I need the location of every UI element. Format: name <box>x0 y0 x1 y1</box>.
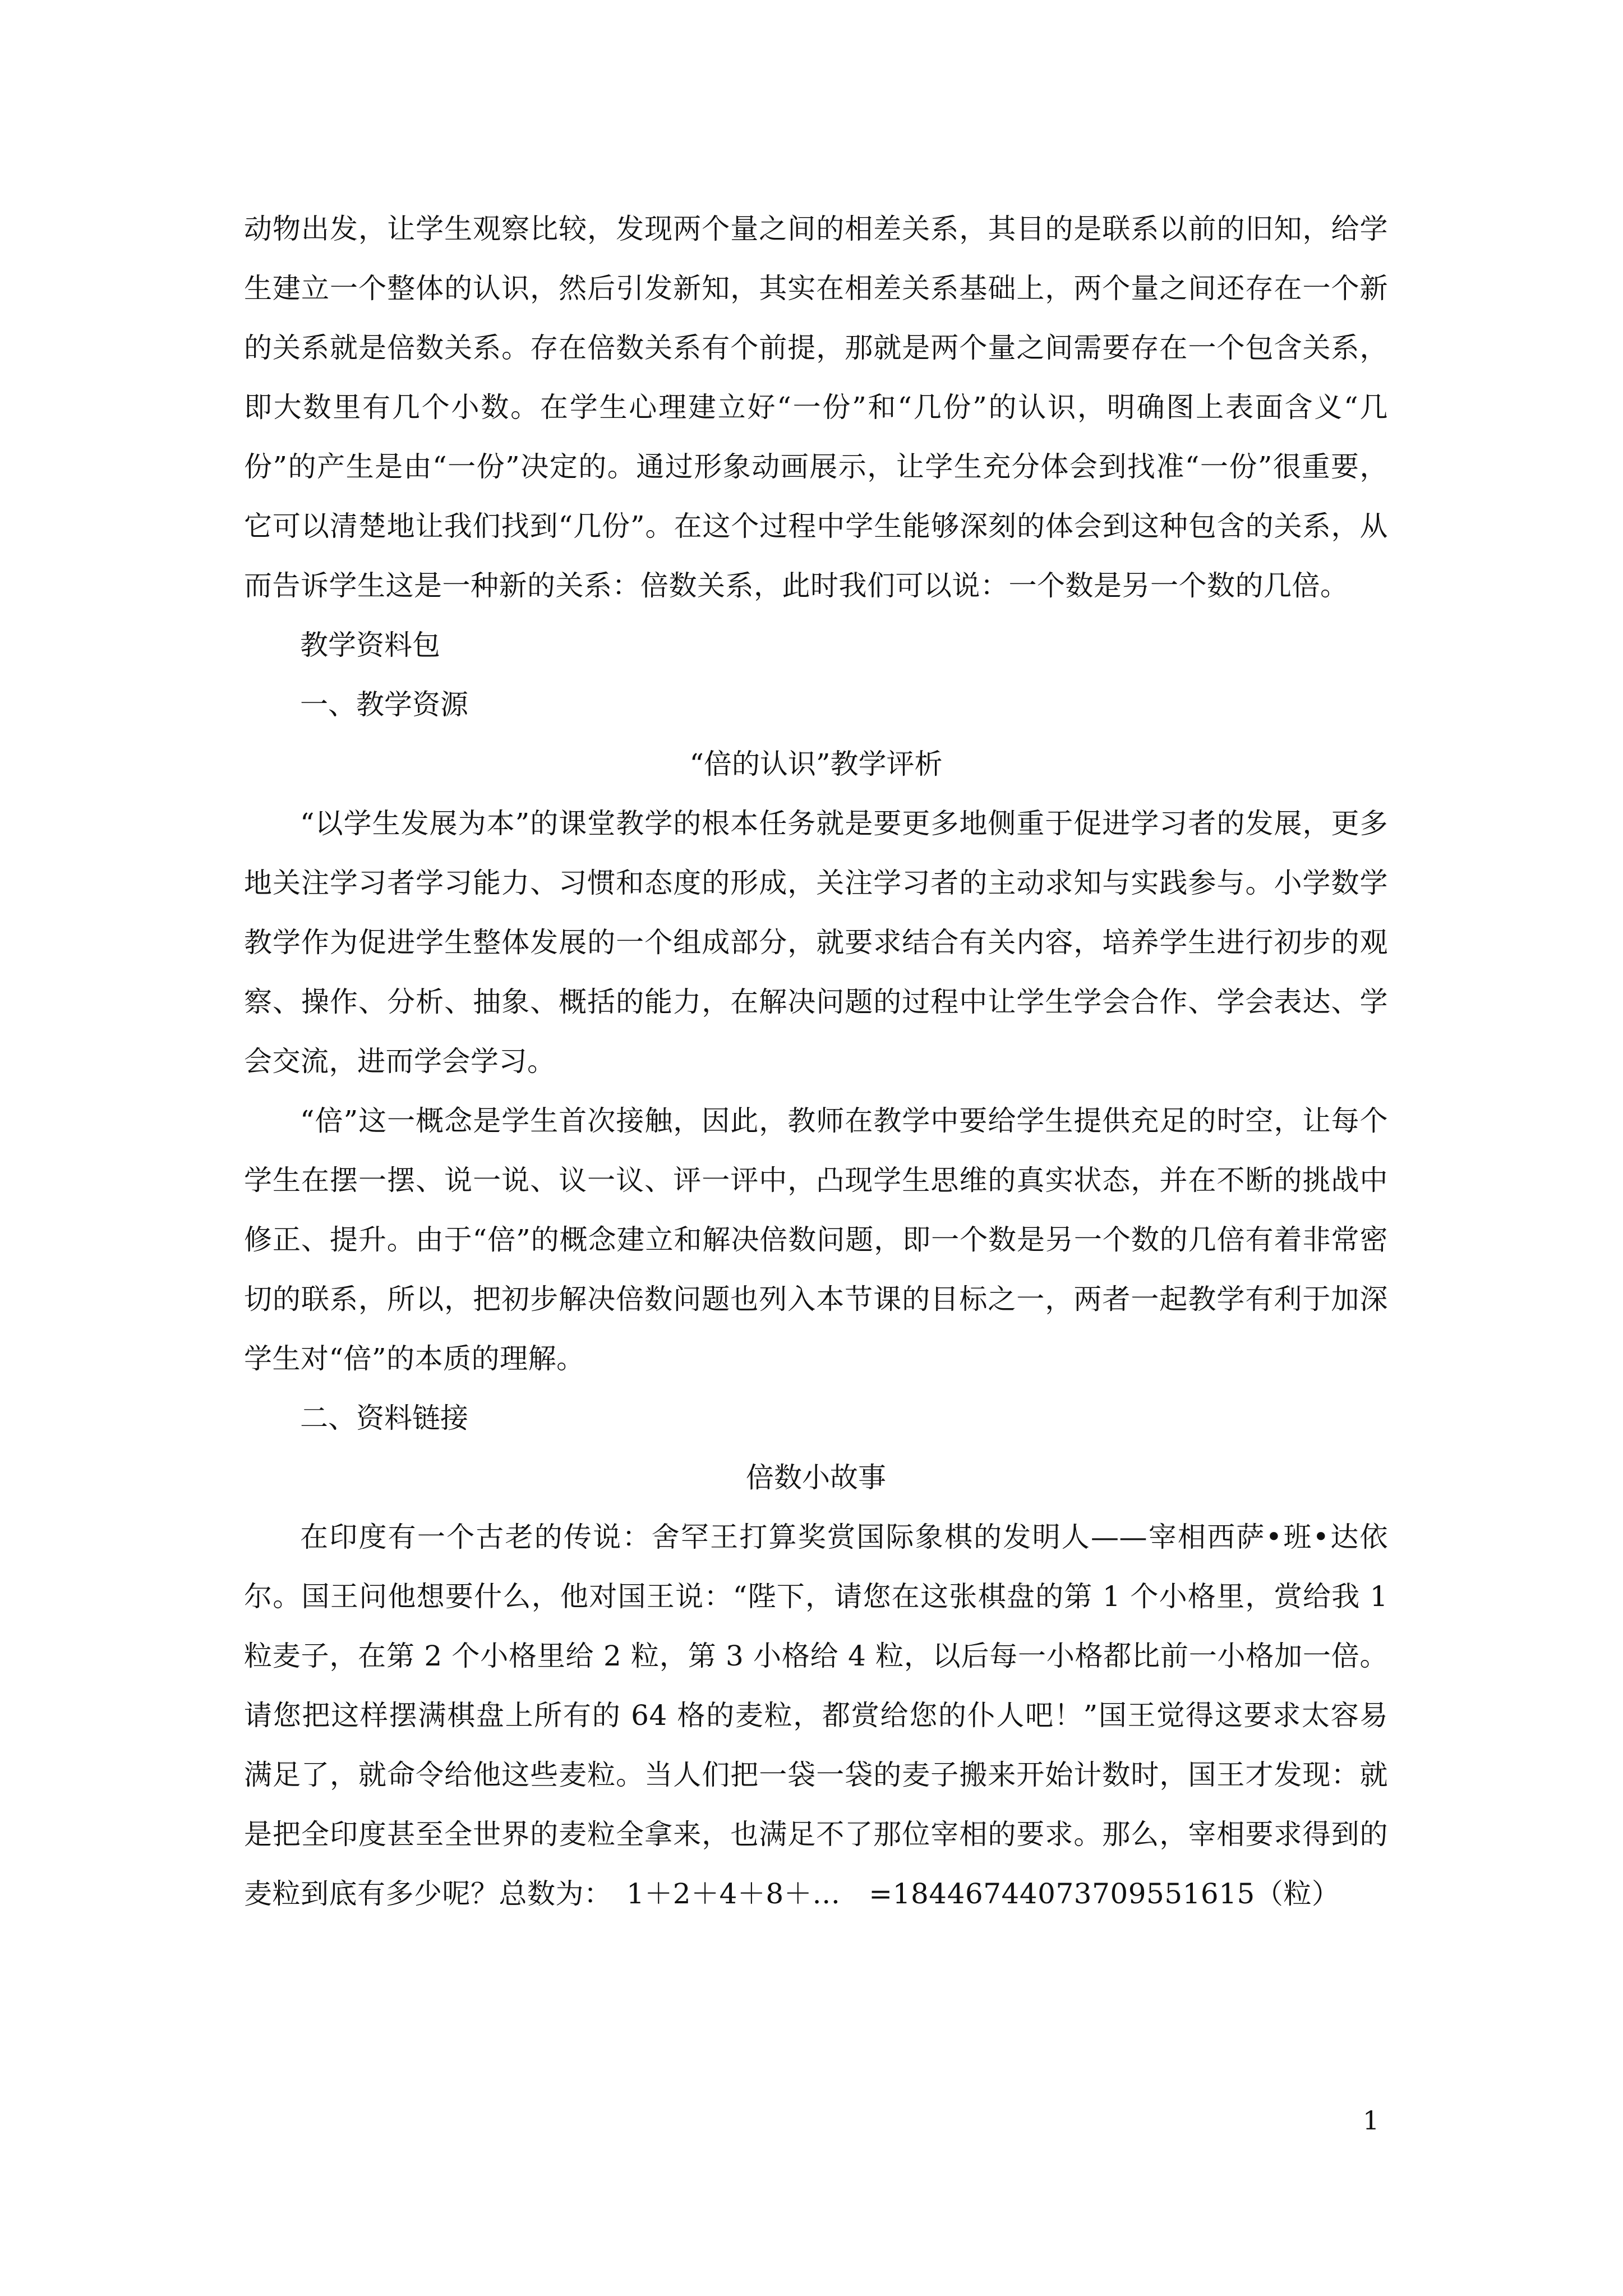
section-2-heading: 二、资料链接 <box>300 1402 468 1434</box>
evaluation-paragraph-1: “以学生发展为本”的课堂教学的根本任务就是要更多地侧重于促进学习者的发展，更多地关注学习者学习能力、习惯和态度的形成，关注学习者的主动求知与实践参与。小学数学教学作为促进学生整体发展的一个组成部分，就要求结合有关内容，培养学生进行初步的观察、操作、分析、抽象、概括的能力，在解决问题的过程中让学生学会合作、学会表达、学会交流，进而学会学习。 <box>244 807 1388 1078</box>
evaluation-paragraph-2: “倍”这一概念是学生首次接触，因此，教师在教学中要给学生提供充足的时空，让每个学生在摆一摆、说一说、议一议、评一评中，凸现学生思维的真实状态，并在不断的挑战中修正、提升。由于“倍”的概念建立和解决倍数问题，即一个数是另一个数的几倍有着非常密切的联系，所以，把初步解决倍数问题也列入本节课的目标之一，两者一起教学有利于加深学生对“倍”的本质的理解。 <box>244 1105 1388 1375</box>
resource-pack-heading: 教学资料包 <box>300 629 440 661</box>
story-title: 倍数小故事 <box>746 1461 886 1494</box>
intro-paragraph: 动物出发，让学生观察比较，发现两个量之间的相差关系，其目的是联系以前的旧知，给学生建立一个整体的认识，然后引发新知，其实在相差关系基础上，两个量之间还存在一个新的关系就是倍数关系。存在倍数关系有个前提，那就是两个量之间需要存在一个包含关系，即大数里有几个小数。在学生心理建立好“一份”和“几份”的认识，明确图上表面含义“几份”的产生是由“一份”决定的。通过形象动画展示，让学生充分体会到找准“一份”很重要，它可以清楚地让我们找到“几份”。在这个过程中学生能够深刻的体会到这种包含的关系，从而告诉学生这是一种新的关系：倍数关系，此时我们可以说：一个数是另一个数的几倍。 <box>244 213 1388 602</box>
document-body <box>244 199 1388 1924</box>
page-number: 1 <box>1363 2105 1380 2136</box>
evaluation-title: “倍的认识”教学评析 <box>689 748 943 780</box>
section-1-heading: 一、教学资源 <box>300 688 468 721</box>
story-paragraph: 在印度有一个古老的传说：舍罕王打算奖赏国际象棋的发明人——宰相西萨•班•达依尔。国王问他想要什么，他对国王说：“陛下，请您在这张棋盘的第 1 个小格里，赏给我 1 粒麦子，在第 2 个小格里给 2 粒，第 3 小格给 4 粒，以后每一小格都比前一小格加一倍。请您把这样摆满棋盘上所有的 64 格的麦粒，都赏给您的仆人吧！”国王觉得这要求太容易满足了，就命令给他这些麦粒。当人们把一袋一袋的麦子搬来开始计数时，国王才发现：就是把全印度甚至全世界的麦粒全拿来，也满足不了那位宰相的要求。那么，宰相要求得到的麦粒到底有多少呢？总数为： 1＋2＋4＋8＋… =18446744073709551615（粒） <box>244 1521 1388 1910</box>
